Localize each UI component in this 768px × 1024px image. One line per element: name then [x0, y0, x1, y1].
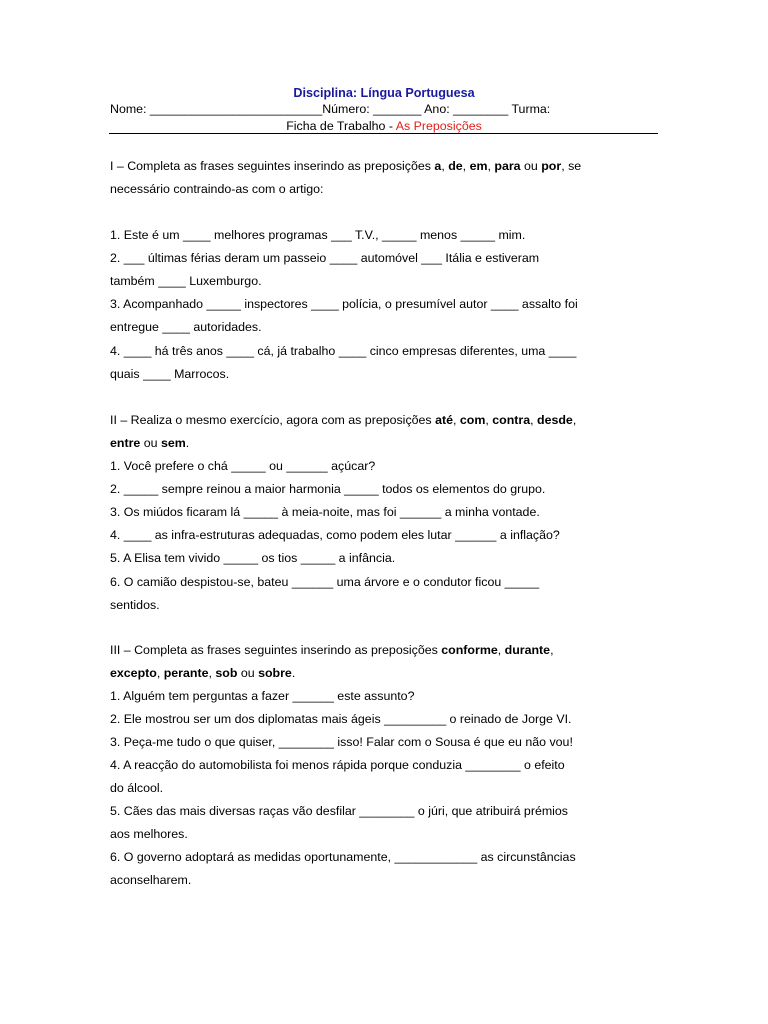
- exercise-line: 1. Você prefere o chá _____ ou ______ açúcar?: [110, 459, 376, 473]
- section1-sep: ,: [462, 159, 470, 173]
- exercise-line: 1. Alguém tem perguntas a fazer ______ este assunto?: [110, 689, 415, 703]
- section3-prep: durante: [504, 643, 551, 657]
- exercise-line: sentidos.: [110, 598, 160, 612]
- exercise-line: 6. O governo adoptará as medidas oportunamente, ____________ as circunstâncias: [110, 850, 576, 864]
- exercise-line: 5. A Elisa tem vivido _____ os tios _____ a infância.: [110, 551, 396, 565]
- section1-intro-text: I – Completa as frases seguintes inserindo as preposições: [110, 159, 435, 173]
- section3-prep: sob: [215, 666, 238, 680]
- section1-sep: ,: [487, 159, 495, 173]
- section3-intro-text: III – Completa as frases seguintes inserindo as preposições: [110, 643, 442, 657]
- section1-sep: ou: [520, 159, 542, 173]
- section1-instruction: [110, 159, 581, 173]
- section3-prep: perante: [163, 666, 209, 680]
- subtitle-prefix: Ficha de Trabalho -: [286, 119, 396, 133]
- section2-sep: ,: [530, 413, 538, 427]
- section1-prep: para: [494, 159, 521, 173]
- exercise-line: 6. O camião despistou-se, bateu ______ uma árvore e o condutor ficou _____: [110, 575, 540, 589]
- exercise-line: 4. A reacção do automobilista foi menos rápida porque conduzia ________ o efeito: [110, 758, 565, 772]
- section3-sep: .: [291, 666, 296, 680]
- section2-prep: entre: [110, 436, 141, 450]
- section1-prep: em: [469, 159, 488, 173]
- section3-sep: ,: [208, 666, 216, 680]
- exercise-line: 2. Ele mostrou ser um dos diplomatas mais ágeis _________ o reinado de Jorge VI.: [110, 712, 572, 726]
- subtitle-topic: As Preposições: [395, 119, 482, 133]
- section2-intro-text: II – Realiza o mesmo exercício, agora com as preposições: [110, 413, 436, 427]
- exercise-line: aos melhores.: [110, 827, 188, 841]
- document-title: Disciplina: Língua Portuguesa: [293, 86, 475, 100]
- section1-instruction-cont: necessário contraindo-as com o artigo:: [110, 182, 324, 196]
- exercise-line: 4. ____ as infra-estruturas adequadas, como podem eles lutar ______ a inflação?: [110, 528, 560, 542]
- section3-prep: conforme: [441, 643, 498, 657]
- header-divider: [109, 133, 658, 134]
- section3-sep: ,: [497, 643, 505, 657]
- section1-sep: , se: [561, 159, 582, 173]
- exercise-line: 2. _____ sempre reinou a maior harmonia _____ todos os elementos do grupo.: [110, 482, 546, 496]
- section1-prep: de: [448, 159, 463, 173]
- exercise-line: 5. Cães das mais diversas raças vão desfilar ________ o júri, que atribuirá prémios: [110, 804, 568, 818]
- section1-sep: ,: [441, 159, 449, 173]
- exercise-line: 3. Acompanhado _____ inspectores ____ polícia, o presumível autor ____ assalto foi: [110, 297, 578, 311]
- exercise-line: entregue ____ autoridades.: [110, 320, 262, 334]
- exercise-line: também ____ Luxemburgo.: [110, 274, 262, 288]
- worksheet-subtitle: [0, 119, 768, 133]
- exercise-line: 3. Peça-me tudo o que quiser, ________ isso! Falar com o Sousa é que eu não vou!: [110, 735, 573, 749]
- section2-prep: até: [435, 413, 453, 427]
- section2-sep: ,: [485, 413, 493, 427]
- section1-prep: por: [541, 159, 562, 173]
- section2-instruction: [110, 413, 576, 427]
- section2-prep: contra: [492, 413, 531, 427]
- section3-prep: sobre: [258, 666, 292, 680]
- exercise-line: do álcool.: [110, 781, 164, 795]
- section2-sep: .: [185, 436, 190, 450]
- exercise-line: 3. Os miúdos ficaram lá _____ à meia-noite, mas foi ______ a minha vontade.: [110, 505, 540, 519]
- section2-prep: sem: [160, 436, 186, 450]
- section3-prep: excepto: [110, 666, 157, 680]
- section2-prep: com: [459, 413, 486, 427]
- section2-sep: ou: [140, 436, 161, 450]
- section3-sep: ou: [237, 666, 259, 680]
- exercise-line: quais ____ Marrocos.: [110, 367, 230, 381]
- section3-instruction: [110, 643, 554, 657]
- section2-instruction-cont: [110, 436, 189, 450]
- exercise-line: 1. Este é um ____ melhores programas ___ T.V., _____ menos _____ mim.: [110, 228, 526, 242]
- section2-sep: ,: [572, 413, 577, 427]
- section3-sep: ,: [156, 666, 164, 680]
- section3-instruction-cont: [110, 666, 295, 680]
- student-id-line: Nome: _________________________Número: _______ Ano: ________ Turma:: [110, 102, 551, 116]
- exercise-line: 2. ___ últimas férias deram um passeio ____ automóvel ___ Itália e estiveram: [110, 251, 540, 265]
- section2-sep: ,: [452, 413, 460, 427]
- exercise-line: aconselharem.: [110, 873, 192, 887]
- section2-prep: desde: [537, 413, 573, 427]
- exercise-line: 4. ____ há três anos ____ cá, já trabalho ____ cinco empresas diferentes, uma ____: [110, 344, 577, 358]
- section3-sep: ,: [550, 643, 554, 657]
- section1-prep: a: [434, 159, 442, 173]
